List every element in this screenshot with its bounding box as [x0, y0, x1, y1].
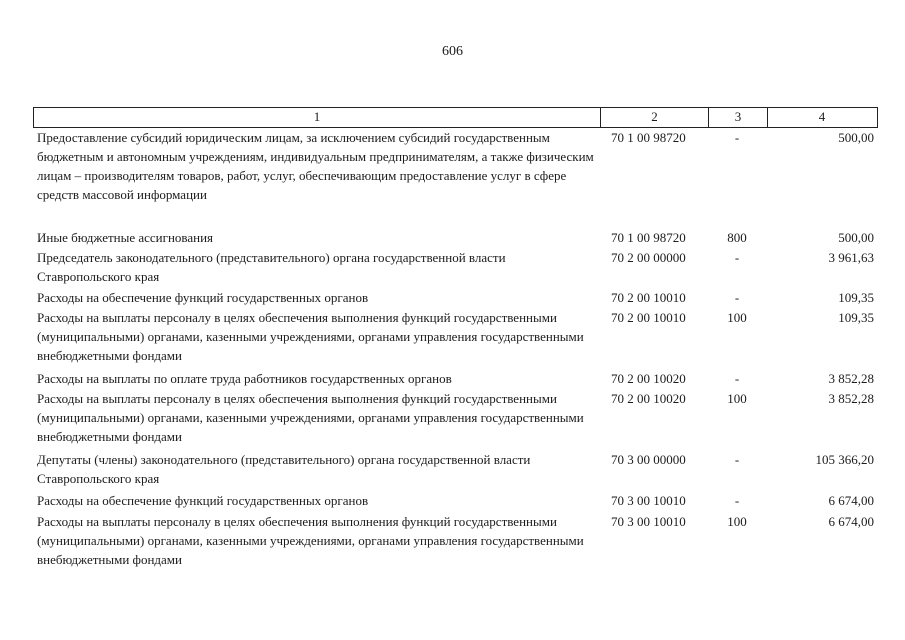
row-name: Расходы на выплаты персоналу в целях обеспечения выполнения функций государственными (муниципальными) органами, казенными учреждениями, органами управления государственными внебюджетными фондами	[37, 514, 584, 567]
row-name: Иные бюджетные ассигнования	[37, 230, 214, 245]
row-name: Расходы на обеспечение функций государственных органов	[37, 493, 369, 508]
row-code: 70 3 00 10010	[611, 514, 686, 529]
row-amount: 500,00	[838, 130, 874, 145]
row-name: Депутаты (члены) законодательного (представительного) органа государственной власти Ставропольского края	[37, 452, 531, 486]
row-code: 70 1 00 98720	[611, 130, 686, 145]
row-code: 70 2 00 10020	[611, 371, 686, 386]
row-amount: 3 852,28	[828, 391, 874, 406]
row-amount: 6 674,00	[828, 493, 874, 508]
row-group: 800	[727, 230, 747, 245]
row-code: 70 2 00 10020	[611, 391, 686, 406]
row-group: 100	[727, 514, 747, 529]
row-name: Предоставление субсидий юридическим лицам, за исключением субсидий государственным бюджетным и автономным учреждениям, индивидуальным предпринимателям, а также физическим лицам – производителям товаров, работ, услуг, обеспечивающим предоставление услуг в сфере средств массовой информации	[37, 130, 594, 202]
row-name: Расходы на выплаты персоналу в целях обеспечения выполнения функций государственными (муниципальными) органами, казенными учреждениями, органами управления государственными внебюджетными фондами	[37, 310, 584, 363]
header-col-1: 1	[313, 109, 321, 124]
row-amount: 6 674,00	[828, 514, 874, 529]
row-code: 70 2 00 10010	[611, 290, 686, 305]
row-code: 70 2 00 00000	[611, 250, 686, 265]
row-code: 70 2 00 10010	[611, 310, 686, 325]
row-amount: 109,35	[838, 290, 874, 305]
table-header	[33, 107, 878, 128]
row-group: -	[734, 130, 740, 145]
row-amount: 500,00	[838, 230, 874, 245]
row-group: -	[734, 452, 740, 467]
row-amount: 3 961,63	[828, 250, 874, 265]
header-col-3: 3	[734, 109, 742, 124]
row-amount: 105 366,20	[815, 452, 874, 467]
page-number: 606	[442, 44, 463, 59]
row-group: -	[734, 371, 740, 386]
row-group: 100	[727, 310, 747, 325]
row-group: 100	[727, 391, 747, 406]
row-amount: 3 852,28	[828, 371, 874, 386]
row-code: 70 3 00 10010	[611, 493, 686, 508]
header-col-2: 2	[651, 109, 658, 124]
row-code: 70 3 00 00000	[611, 452, 686, 467]
row-group: -	[734, 250, 740, 265]
row-group: -	[734, 493, 740, 508]
row-name: Расходы на выплаты персоналу в целях обеспечения выполнения функций государственными (муниципальными) органами, казенными учреждениями, органами управления государственными внебюджетными фондами	[37, 391, 584, 444]
row-name: Председатель законодательного (представительного) органа государственной власти Ставропольского края	[37, 250, 506, 284]
row-group: -	[734, 290, 740, 305]
header-col-4: 4	[818, 109, 826, 124]
row-amount: 109,35	[838, 310, 874, 325]
row-code: 70 1 00 98720	[611, 230, 686, 245]
row-name: Расходы на выплаты по оплате труда работников государственных органов	[37, 371, 452, 386]
row-name: Расходы на обеспечение функций государственных органов	[37, 290, 369, 305]
